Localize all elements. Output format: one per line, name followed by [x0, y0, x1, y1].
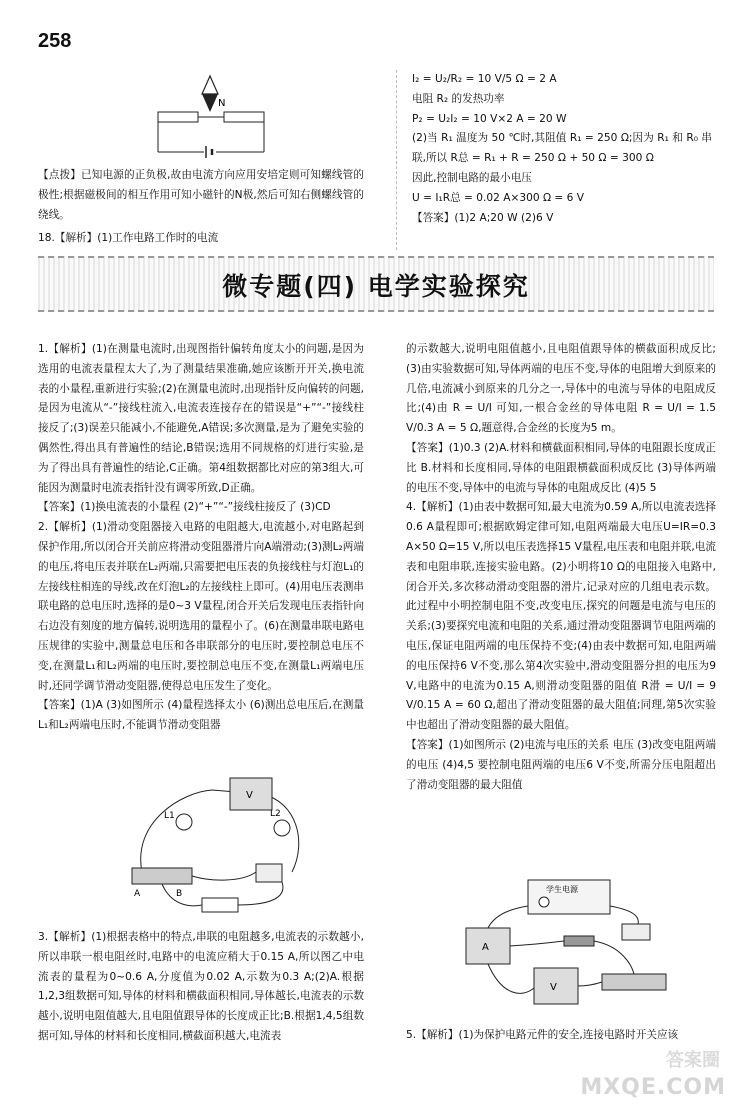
svg-text:A: A	[482, 942, 489, 953]
solenoid-figure	[150, 72, 270, 164]
section-title: 微专题(四) 电学实验探究	[222, 272, 530, 301]
pole-label: N	[218, 98, 226, 109]
watermark-logo: 答案圈	[666, 1050, 720, 1071]
watermark-url: MXQE.COM	[580, 1075, 726, 1100]
svg-text:L1: L1	[164, 811, 175, 821]
svg-text:L2: L2	[270, 809, 281, 819]
answer-text: 【答案】(1)2 A;20 W (2)6 V	[412, 211, 554, 224]
svg-text:A: A	[134, 889, 141, 899]
q1-answer: 【答案】(1)换电流表的小量程 (2)“+”“-”接线柱接反了 (3)CD	[38, 501, 331, 514]
formula-line: 电阻 R₂ 的发热功率	[412, 92, 505, 105]
formula-line: P₂ = U₂I₂ = 10 V×2 A = 20 W	[412, 112, 567, 125]
q18-text: 18.【解析】(1)工作电路工作时的电流	[38, 232, 219, 245]
formula-line: U = I₁R总 = 0.02 A×300 Ω = 6 V	[412, 191, 585, 204]
formula-line: 因此,控制电路的最小电压	[412, 171, 532, 184]
q4-answer: 【答案】(1)如图所示 (2)电流与电压的关系 电压 (3)改变电阻两端的电压 (4)4,5 要控制电阻两端的电压6 V不变,所需分压电阻超出了滑动变阻器的最大阻值	[406, 738, 716, 791]
q3-text: 3.【解析】(1)根据表格中的特点,串联的电阻越多,电流表的示数越小,所以串联一根电阻丝时,电路中的电流应稍大于0.15 A,所以图乙中电流表的量程为0~0.6 A,分度值为0.02 A,示数为0.3 A;(2)A.根据1,2,3组数据可知,导体的材料和横截面积相同,导体越长,电流表的示数越小,说明电阻值越大,且电阻值跟导体的长度成正比;B.根据1,4,5组数据可知,导体的材料和长度相同,横截面积越大,电流表	[38, 931, 364, 1042]
q3-continued: 的示数越大,说明电阻值越小,且电阻值跟导体的横截面积成反比;(3)由实验数据可知,导体两端的电压不变,导体的电阻增大到原来的几倍,电流减小到原来的几分之一,导体中的电流与导体的电阻成反比;(4)由 R = U/I 可知,一根合金丝的导体电阻 R = U/I = 1.5 V/0.3 A = 5 Ω,题意得,合金丝的长度为5 m。	[406, 343, 716, 435]
page-number: 258	[38, 30, 72, 52]
tip-text: 【点拨】已知电源的正负极,故由电流方向应用安培定则可知螺线管的极性;根据磁极间的相互作用可知小磁针的N极,然后可知右侧螺线管的绕线。	[38, 169, 364, 221]
psu-label: 学生电源	[546, 885, 578, 894]
formula-line: (2)当 R₁ 温度为 50 ℃时,其阻值 R₁ = 250 Ω;因为 R₁ 和 R₀ 串联,所以 R总 = R₁ + R = 250 Ω + 50 Ω = 300 Ω	[412, 132, 712, 165]
experiment-circuit-figure	[462, 876, 678, 1016]
q5-text: 5.【解析】(1)为保护电路元件的安全,连接电路时开关应该	[406, 1029, 679, 1041]
svg-text:V: V	[550, 982, 557, 993]
section-banner	[38, 256, 714, 312]
q3-answer: 【答案】(1)0.3 (2)A.材料和横截面积相同,导体的电阻跟长度成正比 B.材料和长度相同,导体的电阻跟横截面积成反比 (3)导体两端的电压不变,导体中的电流与导体的电阻成反比 (4)5 5	[406, 441, 716, 494]
q2-text: 2.【解析】(1)滑动变阻器接入电路的电阻越大,电流越小,对电路起到保护作用,所以闭合开关前应将滑动变阻器滑片向A端滑动;(3)测L₂两端的电压,将电压表并联在L₂两端,只需要把电压表的负接线柱与灯泡L₁的左接线柱相连的导线,改在灯泡L₂的左接线柱上即可。(4)用电压表测串联电路的总电压时,选择的是0~3 V量程,闭合开关后发现电压表指针向右边没有刻度的地方偏转,说明选用的量程小了。(6)在测量串联电路电压规律的实验中,测量总电压和各串联部分的电压时,要控制总电压不变,在测量L₁和L₂两端的电压时,要控制总电压不变,在测量L₁两端电压时,还同学调节滑动变阻器,使得总电压发生了变化。	[38, 521, 364, 692]
q1-text: 1.【解析】(1)在测量电流时,出现图指针偏转角度太小的问题,是因为选用的电流表量程太大了,为了测量结果准确,她应该断开开关,换电流表的小量程,重新进行实验;(2)在测量电流时,出现指针反向偏转的问题,是因为电流从“-”接线柱流入,电流表连接存在的错误是“+”“-”接线柱接反了;(3)误差只能减小,不能避免,A错误;多次测量,是为了避免实验的偶然性,得出具有普遍性的结论,B错误;选用不同规格的灯进行实验,是为了得出具有普遍性的结论,C正确。第4组数据都比对应的第3组大,可能因为测量时电流表指针没有调零所致,D正确。	[38, 343, 364, 494]
q4-text: 4.【解析】(1)由表中数据可知,最大电流为0.59 A,所以电流表选择0.6 A量程即可;根据欧姆定律可知,电阻两端最大电压U=IR=0.3 A×50 Ω=15 V,所以电压表选择15 V量程,电压表和电阻并联,电流表和电阻串联,连接实验电路。(2)小明将10 Ω的电阻接入电路中,闭合开关,多次移动滑动变阻器的滑片,记录对应的几组电表示数。此过程中小明控制电阻不变,改变电压,探究的问题是电流与电压的关系;(3)要探究电流和电阻的关系,通过滑动变阻器调节电阻两端的电压,保证电阻两端的电压保持不变;(4)由表中数据可知,电阻两端的电压保持6 V不变,那么第4次实验中,滑动变阻器分担的电压为9 V,电路中的电流为0.15 A,则滑动变阻器的阻值 R滑 = U/I = 9 V/0.15 A = 60 Ω,超出了滑动变阻器的最大阻值;同理,第5次实验中也超出了滑动变阻器的最大阻值。	[406, 501, 716, 732]
svg-text:V: V	[246, 790, 253, 801]
formula-line: I₂ = U₂/R₂ = 10 V/5 Ω = 2 A	[412, 73, 557, 85]
svg-text:B: B	[176, 889, 183, 899]
column-divider	[396, 70, 397, 250]
series-circuit-figure	[122, 772, 312, 920]
q2-answer: 【答案】(1)A (3)如图所示 (4)量程选择太小 (6)测出总电压后,在测量L₁和L₂两端电压时,不能调节滑动变阻器	[38, 699, 364, 732]
